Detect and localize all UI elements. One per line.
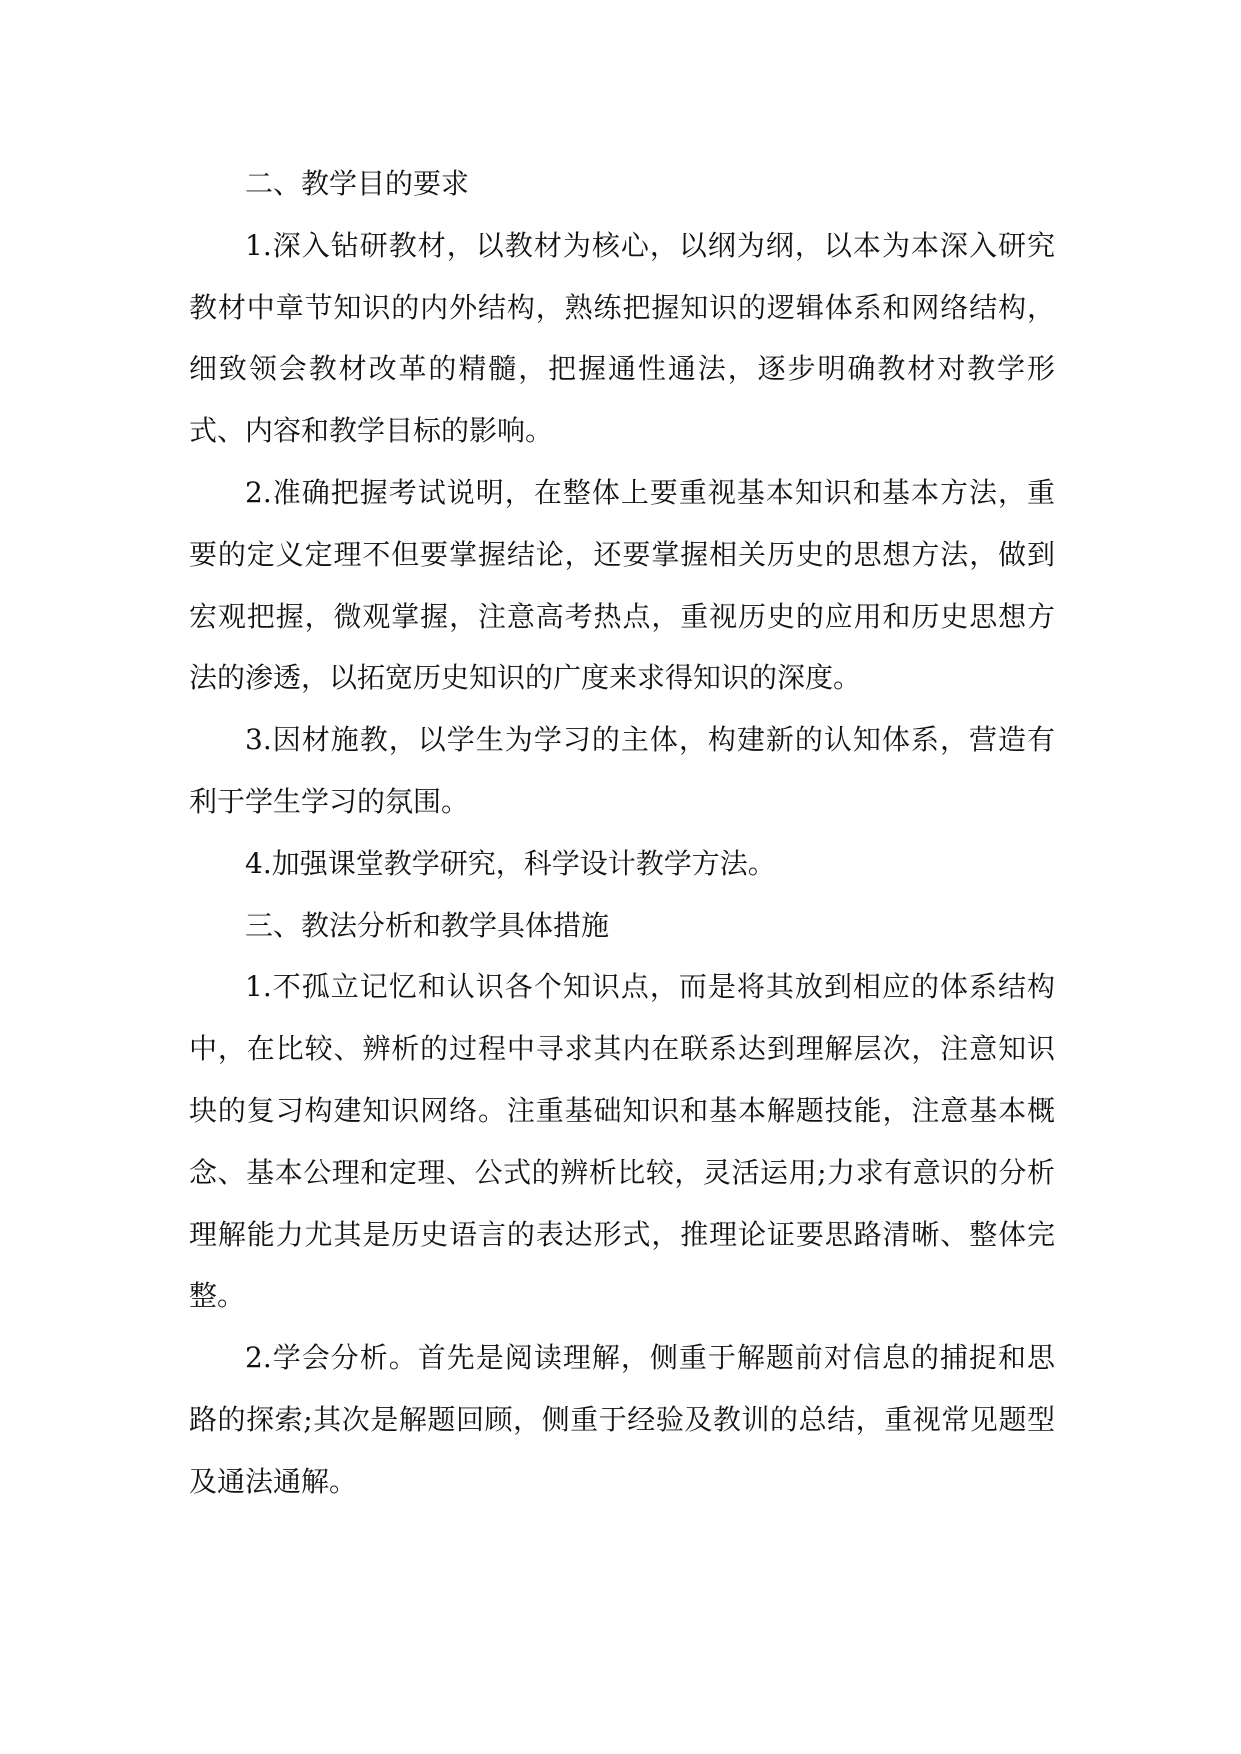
paragraph-goal-3: 3.因材施教，以学生为学习的主体，构建新的认知体系，营造有利于学生学习的氛围。 [189, 723, 1055, 818]
document-body [189, 153, 1055, 1513]
paragraph-goal-4: 4.加强课堂教学研究，科学设计教学方法。 [245, 846, 776, 880]
section-heading-teaching-methods: 三、教法分析和教学具体措施 [245, 908, 610, 942]
paragraph-method-1: 1.不孤立记忆和认识各个知识点，而是将其放到相应的体系结构中，在比较、辨析的过程中寻求其内在联系达到理解层次，注意知识块的复习构建知识网络。注重基础知识和基本解题技能，注意基本概念、基本公理和定理、公式的辨析比较，灵活运用;力求有意识的分析理解能力尤其是历史语言的表达形式，推理论证要思路清晰、整体完整。 [189, 970, 1055, 1313]
paragraph-goal-2: 2.准确把握考试说明，在整体上要重视基本知识和基本方法，重要的定义定理不但要掌握结论，还要掌握相关历史的思想方法，做到宏观把握，微观掌握，注意高考热点，重视历史的应用和历史思想方法的渗透，以拓宽历史知识的广度来求得知识的深度。 [189, 475, 1055, 695]
section-heading-teaching-goals: 二、教学目的要求 [245, 167, 470, 200]
paragraph-method-2: 2.学会分析。首先是阅读理解，侧重于解题前对信息的捕捉和思路的探索;其次是解题回顾，侧重于经验及教训的总结，重视常见题型及通法通解。 [189, 1341, 1055, 1498]
paragraph-goal-1: 1.深入钻研教材，以教材为核心，以纲为纲，以本为本深入研究教材中章节知识的内外结构，熟练把握知识的逻辑体系和网络结构，细致领会教材改革的精髓，把握通性通法，逐步明确教材对教学形式、内容和教学目标的影响。 [189, 228, 1055, 448]
